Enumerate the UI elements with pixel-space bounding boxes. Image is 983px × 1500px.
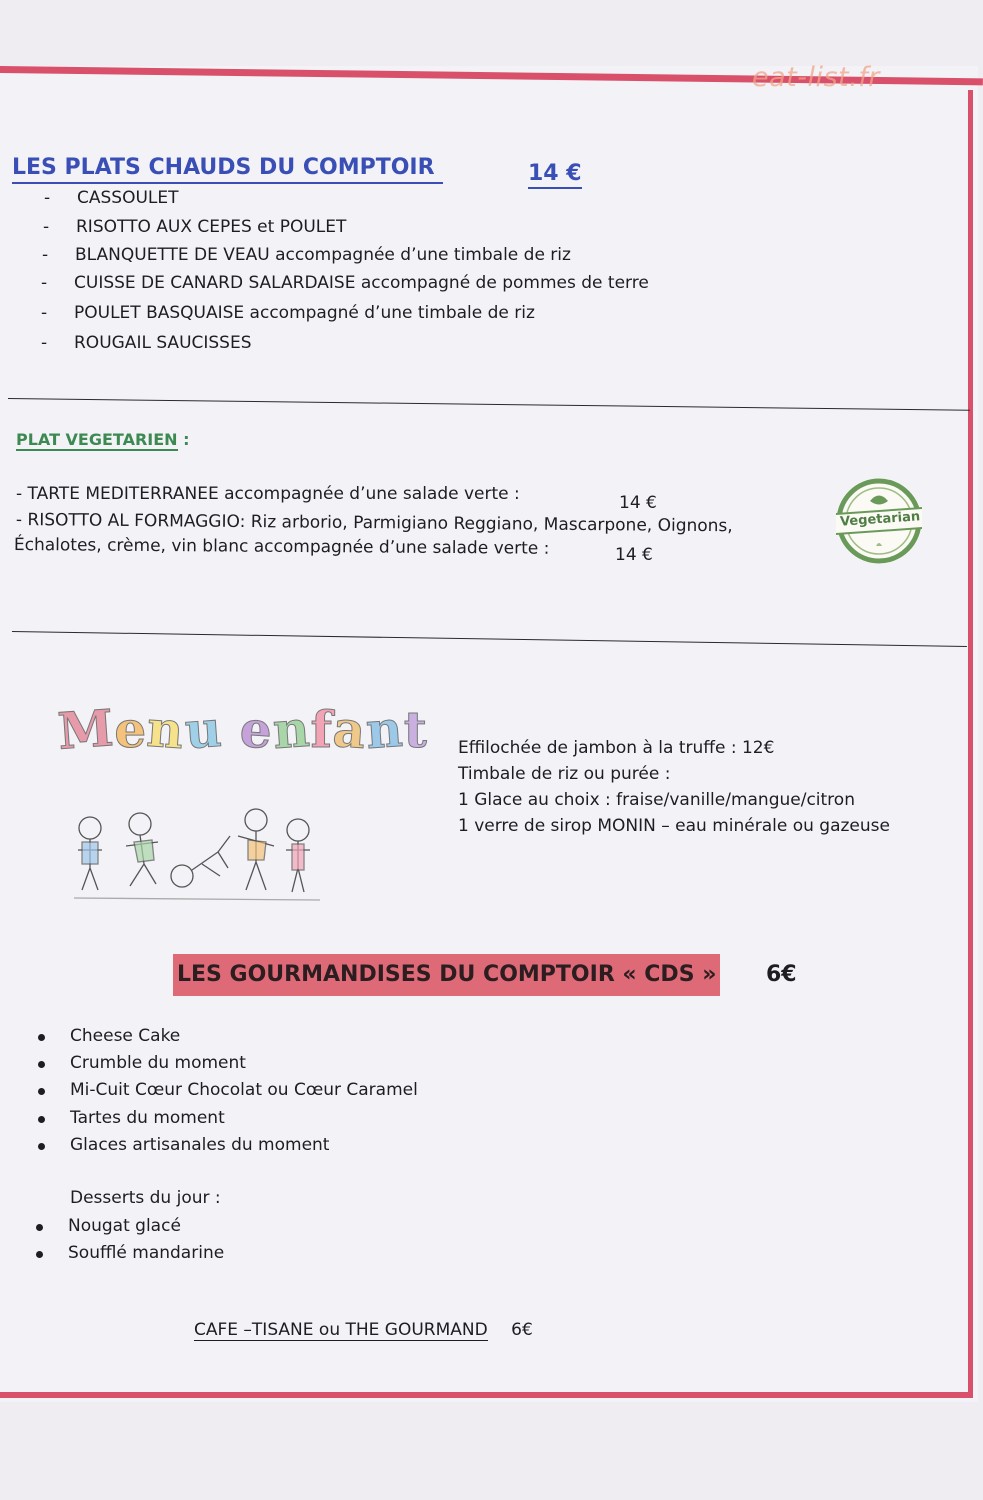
kids-line: 1 verre de sirop MONIN – eau minérale ou gazeuse xyxy=(458,816,890,836)
desserts-label: Desserts du jour : xyxy=(70,1188,221,1208)
menu-enfant-title-letter: n xyxy=(145,698,187,761)
frame-right-border xyxy=(968,90,973,1398)
menu-enfant-title-letter: u xyxy=(182,698,224,761)
menu-enfant-title-letter: M xyxy=(56,698,117,761)
list-item: Nougat glacé xyxy=(68,1216,181,1236)
list-item: - BLANQUETTE DE VEAU accompagnée d’une timbale de riz xyxy=(42,245,571,265)
plats-chauds-title: LES PLATS CHAUDS DU COMPTOIR xyxy=(12,154,443,184)
vegetarian-badge xyxy=(836,478,922,564)
list-item: - RISOTTO AUX CEPES et POULET xyxy=(43,217,347,237)
menu-enfant-title-letter: e xyxy=(114,700,148,759)
plats-chauds-price: 14 € xyxy=(528,161,582,189)
vegetarien-title: PLAT VEGETARIEN : xyxy=(16,430,190,449)
list-item: Tartes du moment xyxy=(70,1108,225,1128)
cafe-gourmand-price: 6€ xyxy=(511,1320,533,1340)
vegetarian-badge-text: Vegetarian xyxy=(839,509,921,530)
cafe-gourmand-label: CAFE –TISANE ou THE GOURMAND xyxy=(194,1320,488,1340)
gourmandises-price: 6€ xyxy=(766,962,797,987)
list-item: Crumble du moment xyxy=(70,1053,246,1073)
kids-line: Effilochée de jambon à la truffe : 12€ xyxy=(458,738,775,758)
menu-enfant-title xyxy=(58,700,428,759)
kids-line: 1 Glace au choix : fraise/vanille/mangue/citron xyxy=(458,790,855,810)
gourmandises-title: LES GOURMANDISES DU COMPTOIR « CDS » xyxy=(173,954,720,996)
list-item: - CASSOULET xyxy=(44,188,179,208)
list-item: - CUISSE DE CANARD SALARDAISE accompagné de pommes de terre xyxy=(41,273,649,293)
veg-item-risotto-cont: Échalotes, crème, vin blanc accompagnée d’une salade verte : xyxy=(13,535,550,559)
list-item: - POULET BASQUAISE accompagné d’une timbale de riz xyxy=(41,303,535,323)
menu-enfant-title-letter: n xyxy=(271,698,313,761)
menu-enfant-title-letter: n xyxy=(364,698,406,761)
veg-item-risotto-price: 14 € xyxy=(615,545,653,565)
menu-enfant-title-letter: t xyxy=(403,700,428,759)
veg-item-tarte: - TARTE MEDITERRANEE accompagnée d’une salade verte : xyxy=(16,484,520,504)
kids-line: Timbale de riz ou purée : xyxy=(458,764,671,784)
list-item: Mi-Cuit Cœur Chocolat ou Cœur Caramel xyxy=(70,1080,418,1100)
menu-enfant-title-letter: a xyxy=(330,698,369,761)
menu-enfant-title-letter: f xyxy=(310,700,333,759)
watermark: eat-list.fr xyxy=(752,62,880,93)
list-item: Soufflé mandarine xyxy=(68,1243,224,1263)
list-item: Glaces artisanales du moment xyxy=(70,1135,329,1155)
veg-item-risotto: - RISOTTO AL FORMAGGIO: Riz arborio, Parmigiano Reggiano, Mascarpone, Oignons, xyxy=(15,510,733,537)
list-item: - ROUGAIL SAUCISSES xyxy=(41,333,252,353)
list-item: Cheese Cake xyxy=(70,1026,180,1046)
frame-bottom-border xyxy=(0,1392,973,1398)
kids-illustration xyxy=(70,806,330,906)
cafe-gourmand-line xyxy=(194,1320,533,1340)
menu-enfant-title-letter: e xyxy=(238,698,276,761)
veg-item-tarte-price: 14 € xyxy=(619,493,657,513)
